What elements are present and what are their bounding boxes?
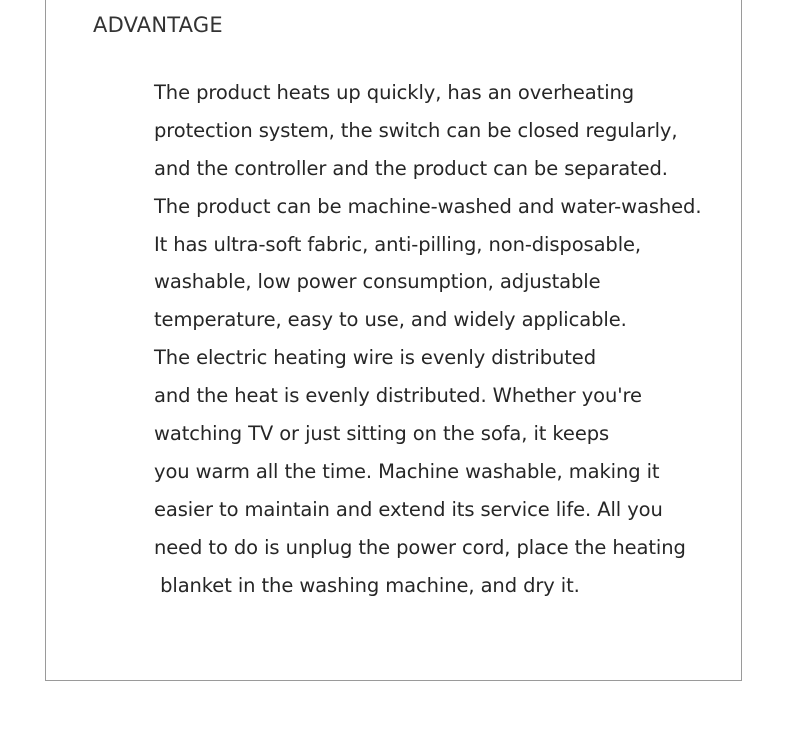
text-line: The product can be machine-washed and water-washed.	[154, 194, 702, 218]
text-line: you warm all the time. Machine washable, making it	[154, 459, 660, 483]
text-line: blanket in the washing machine, and dry it.	[154, 573, 580, 597]
text-line: washable, low power consumption, adjustable	[154, 270, 601, 294]
text-line: protection system, the switch can be closed regularly,	[154, 118, 678, 142]
text-line: easier to maintain and extend its service life. All you	[154, 497, 663, 521]
text-line: The product heats up quickly, has an overheating	[154, 81, 635, 104]
advantage-description	[154, 74, 701, 604]
text-line: temperature, easy to use, and widely applicable.	[154, 308, 627, 332]
text-line: watching TV or just sitting on the sofa, it keeps	[154, 422, 610, 446]
section-heading: ADVANTAGE	[93, 13, 223, 37]
text-line: and the heat is evenly distributed. Whether you're	[154, 384, 642, 408]
text-line: and the controller and the product can be separated.	[154, 156, 668, 180]
text-line: The electric heating wire is evenly distributed	[154, 346, 596, 370]
text-line: It has ultra-soft fabric, anti-pilling, non-disposable,	[154, 232, 642, 256]
text-line: need to do is unplug the power cord, place the heating	[154, 535, 686, 559]
